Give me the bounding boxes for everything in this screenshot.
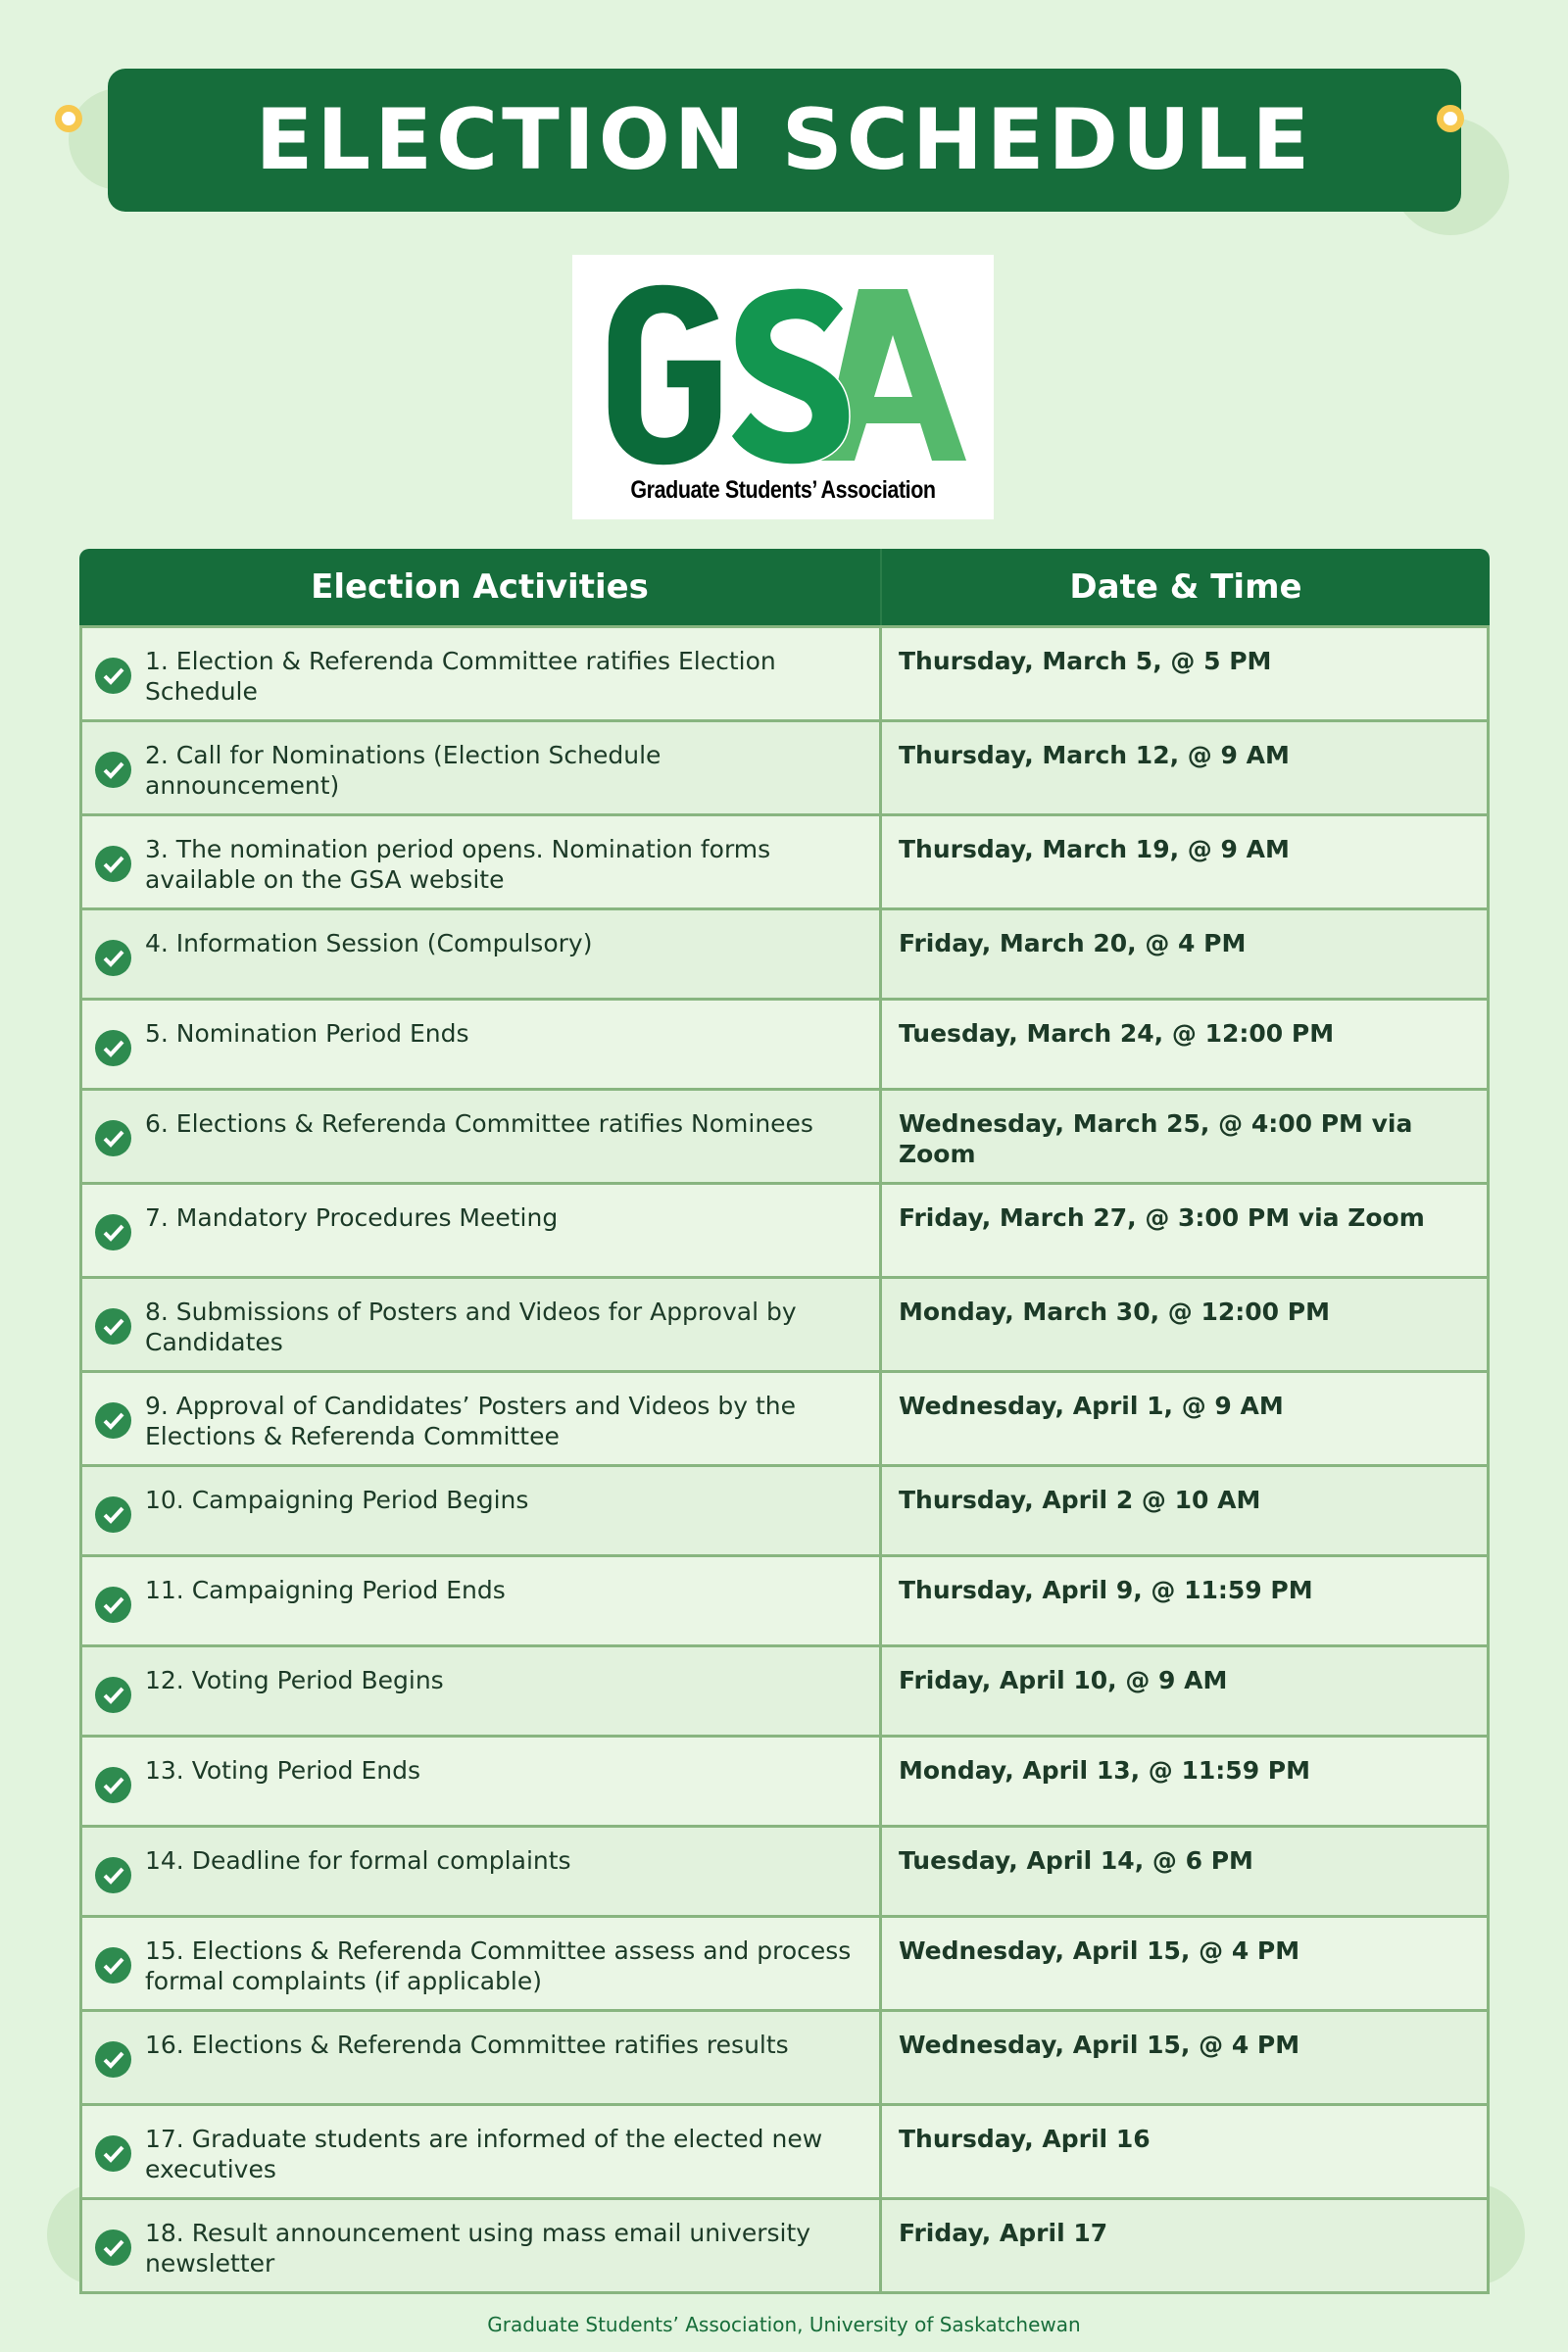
logo-caption: Graduate Students’ Association	[630, 476, 936, 504]
date-cell	[882, 1091, 1487, 1182]
activity-text: 2. Call for Nominations (Election Schedule announcement)	[145, 741, 662, 800]
check-circle-icon	[95, 1857, 131, 1893]
activity-text: 7. Mandatory Procedures Meeting	[145, 1203, 559, 1232]
date-text: Thursday, April 9, @ 11:59 PM	[899, 1576, 1313, 1604]
date-cell	[882, 2106, 1487, 2197]
table-body	[79, 625, 1490, 2294]
activity-text: 11. Campaigning Period Ends	[145, 1576, 506, 1604]
activity-cell	[82, 2012, 882, 2103]
check-circle-icon	[95, 846, 131, 882]
date-text: Thursday, March 19, @ 9 AM	[899, 835, 1290, 863]
table-row	[82, 1088, 1487, 1182]
date-cell	[882, 1467, 1487, 1554]
activity-cell	[82, 628, 882, 719]
election-schedule-table	[79, 549, 1490, 2294]
activity-cell	[82, 722, 882, 813]
date-text: Thursday, April 16	[899, 2125, 1151, 2153]
check-circle-icon	[95, 1767, 131, 1803]
date-cell	[882, 1828, 1487, 1915]
logo-letter-s	[731, 288, 850, 465]
activity-cell	[82, 1467, 882, 1554]
date-text: Tuesday, March 24, @ 12:00 PM	[899, 1019, 1335, 1048]
table-row	[82, 1554, 1487, 1644]
date-text: Monday, April 13, @ 11:59 PM	[899, 1756, 1310, 1785]
date-text: Friday, April 10, @ 9 AM	[899, 1666, 1228, 1694]
check-circle-icon	[95, 2041, 131, 2078]
check-circle-icon	[95, 1677, 131, 1713]
date-text: Thursday, March 5, @ 5 PM	[899, 647, 1272, 675]
activity-text: 5. Nomination Period Ends	[145, 1019, 469, 1048]
page-title: ELECTION SCHEDULE	[255, 91, 1314, 189]
date-cell	[882, 910, 1487, 998]
activity-text: 18. Result announcement using mass email university newsletter	[145, 2219, 811, 2278]
title-banner	[108, 69, 1461, 212]
table-row	[82, 813, 1487, 907]
date-text: Wednesday, March 25, @ 4:00 PM via Zoom	[899, 1109, 1413, 1168]
date-cell	[882, 1279, 1487, 1370]
table-row	[82, 998, 1487, 1088]
check-circle-icon	[95, 1030, 131, 1066]
check-circle-icon	[95, 1947, 131, 1984]
table-row	[82, 2197, 1487, 2291]
activity-cell	[82, 1185, 882, 1276]
date-text: Thursday, April 2 @ 10 AM	[899, 1486, 1261, 1514]
date-cell	[882, 1185, 1487, 1276]
table-row	[82, 1915, 1487, 2009]
activity-text: 10. Campaigning Period Begins	[145, 1486, 529, 1514]
activity-cell	[82, 1918, 882, 2009]
check-circle-icon	[95, 1308, 131, 1345]
activity-text: 4. Information Session (Compulsory)	[145, 929, 593, 957]
table-row	[82, 719, 1487, 813]
activity-text: 1. Election & Referenda Committee ratifies Election Schedule	[145, 647, 776, 706]
gsa-logo	[572, 255, 994, 519]
date-cell	[882, 722, 1487, 813]
activity-text: 15. Elections & Referenda Committee assess and process formal complaints (if applicable)	[145, 1936, 852, 1995]
date-text: Wednesday, April 15, @ 4 PM	[899, 1936, 1300, 1965]
table-row	[82, 1735, 1487, 1825]
date-text: Wednesday, April 1, @ 9 AM	[899, 1392, 1284, 1420]
ring-ornament-right	[1437, 105, 1464, 132]
activity-text: 6. Elections & Referenda Committee ratifies Nominees	[145, 1109, 813, 1138]
activity-cell	[82, 910, 882, 998]
column-header-activities: Election Activities	[79, 549, 882, 625]
check-circle-icon	[95, 1402, 131, 1439]
check-circle-icon	[95, 752, 131, 788]
date-cell	[882, 1738, 1487, 1825]
activity-cell	[82, 2106, 882, 2197]
check-circle-icon	[95, 1120, 131, 1156]
table-row	[82, 907, 1487, 998]
activity-text: 12. Voting Period Begins	[145, 1666, 444, 1694]
table-row	[82, 1464, 1487, 1554]
date-text: Thursday, March 12, @ 9 AM	[899, 741, 1290, 769]
activity-cell	[82, 1091, 882, 1182]
date-text: Wednesday, April 15, @ 4 PM	[899, 2031, 1300, 2059]
table-row	[82, 1370, 1487, 1464]
check-circle-icon	[95, 1496, 131, 1533]
check-circle-icon	[95, 940, 131, 976]
table-row	[82, 2009, 1487, 2103]
activity-text: 13. Voting Period Ends	[145, 1756, 421, 1785]
table-row	[82, 1182, 1487, 1276]
table-row	[82, 625, 1487, 719]
activity-cell	[82, 1001, 882, 1088]
activity-cell	[82, 2200, 882, 2291]
date-text: Friday, March 20, @ 4 PM	[899, 929, 1247, 957]
date-text: Friday, March 27, @ 3:00 PM via Zoom	[899, 1203, 1425, 1232]
date-text: Friday, April 17	[899, 2219, 1108, 2247]
column-header-date-time: Date & Time	[1069, 567, 1302, 607]
check-circle-icon	[95, 2135, 131, 2172]
table-row	[82, 1276, 1487, 1370]
logo-letter-g	[608, 284, 721, 466]
check-circle-icon	[95, 658, 131, 694]
activity-cell	[82, 1647, 882, 1735]
activity-cell	[82, 1373, 882, 1464]
check-circle-icon	[95, 1214, 131, 1250]
activity-text: 8. Submissions of Posters and Videos for Approval by Candidates	[145, 1298, 797, 1356]
table-header	[79, 549, 1490, 625]
date-text: Tuesday, April 14, @ 6 PM	[899, 1846, 1253, 1875]
activity-cell	[82, 1828, 882, 1915]
activity-cell	[82, 1279, 882, 1370]
date-cell	[882, 628, 1487, 719]
activity-text: 17. Graduate students are informed of the elected new executives	[145, 2125, 823, 2183]
check-circle-icon	[95, 1587, 131, 1623]
activity-text: 3. The nomination period opens. Nomination forms available on the GSA website	[145, 835, 771, 894]
table-row	[82, 1644, 1487, 1735]
date-cell	[882, 1647, 1487, 1735]
activity-cell	[82, 1557, 882, 1644]
check-circle-icon	[95, 2230, 131, 2266]
activity-text: 14. Deadline for formal complaints	[145, 1846, 571, 1875]
activity-text: 9. Approval of Candidates’ Posters and Videos by the Elections & Referenda Committee	[145, 1392, 797, 1450]
date-cell	[882, 1001, 1487, 1088]
footer-text: Graduate Students’ Association, University of Saskatchewan	[487, 2313, 1081, 2336]
date-cell	[882, 1918, 1487, 2009]
activity-text: 16. Elections & Referenda Committee ratifies results	[145, 2031, 789, 2059]
activity-cell	[82, 816, 882, 907]
date-cell	[882, 816, 1487, 907]
table-row	[82, 2103, 1487, 2197]
ring-ornament-left	[55, 105, 82, 132]
gsa-logo-mark	[572, 255, 994, 475]
table-row	[82, 1825, 1487, 1915]
activity-cell	[82, 1738, 882, 1825]
date-text: Monday, March 30, @ 12:00 PM	[899, 1298, 1330, 1326]
date-cell	[882, 1557, 1487, 1644]
date-cell	[882, 1373, 1487, 1464]
date-cell	[882, 2012, 1487, 2103]
date-cell	[882, 2200, 1487, 2291]
